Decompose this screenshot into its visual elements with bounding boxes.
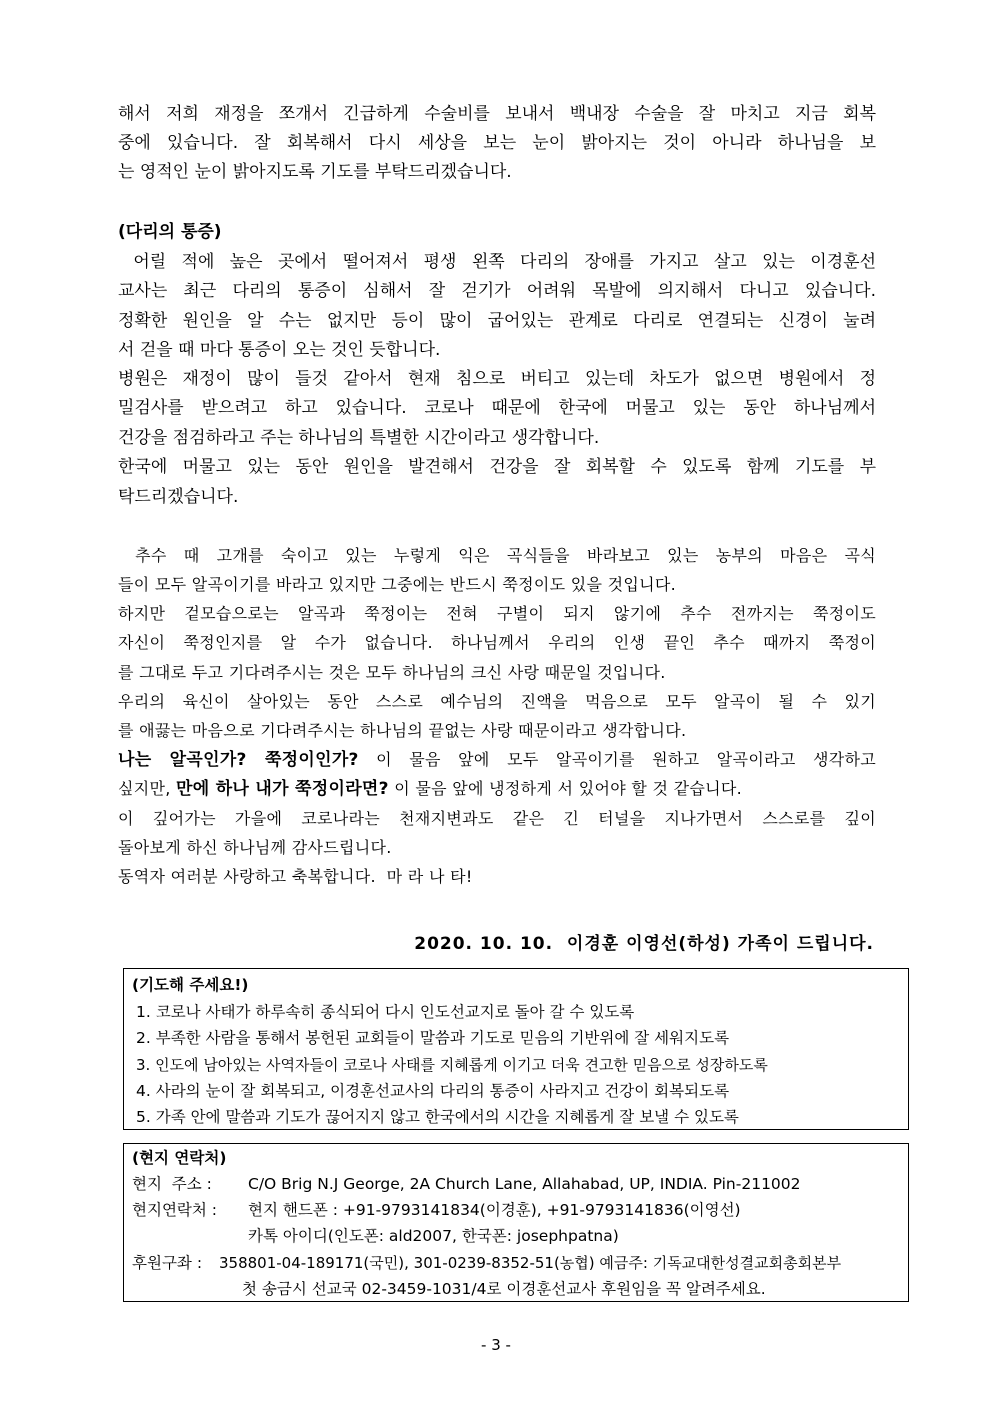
prayer-item: 5. 가족 안에 말씀과 기도가 끊어지지 않고 한국에서의 시간을 지혜롭게 잘 보낼 수 있도록 (136, 1108, 739, 1126)
prayer-item: 2. 부족한 사람을 통해서 봉헌된 교회들이 말씀과 기도로 믿음의 기반위에 잘 세워지도록 (136, 1029, 730, 1047)
box-title: (기도해 주세요!) (132, 976, 249, 994)
text-line: 밀검사를 받으려고 하고 있습니다. 코로나 때문에 한국에 머물고 있는 동안 하나님께서 (118, 398, 876, 418)
account-label: 후원구좌 : (132, 1254, 203, 1272)
phone-value: 현지 핸드폰 : +91-9793141834(이경훈), +91-9793141836(이영선) (248, 1201, 741, 1219)
remittance-notice: 첫 송금시 선교국 02-3459-1031/4로 이경훈선교사 후원임을 꼭 알려주세요. (242, 1280, 766, 1298)
text-line (118, 778, 876, 800)
text-line: 한국에 머물고 있는 동안 원인을 발견해서 건강을 잘 회복할 수 있도록 함께 기도를 부 (118, 457, 876, 477)
text-line: 를 애끓는 마음으로 기다려주시는 하나님의 끝없는 사랑 때문이라고 생각합니다. (118, 721, 687, 740)
text-line: 는 영적인 눈이 밝아지도록 기도를 부탁드리겠습니다. (118, 162, 512, 182)
box-title: (현지 연락처) (132, 1149, 227, 1167)
prayer-item: 4. 사라의 눈이 잘 회복되고, 이경훈선교사의 다리의 통증이 사라지고 건강이 회복되도록 (136, 1082, 730, 1100)
text-line: 교사는 최근 다리의 통증이 심해서 잘 걷기가 어려워 목발에 의지해서 다니고 있습니다. (118, 281, 876, 301)
text-line (118, 749, 876, 771)
text-line: 탁드리겠습니다. (118, 487, 239, 507)
bold-question: 만에 하나 내가 쭉정이라면? (176, 779, 389, 799)
text-line: 들이 모두 알곡이기를 바라고 있지만 그중에는 반드시 쭉정이도 있을 것입니다. (118, 575, 677, 594)
text-line: 어릴 적에 높은 곳에서 떨어져서 평생 왼쪽 다리의 장애를 가지고 살고 있는 이경훈선 (118, 252, 876, 272)
text-line: 추수 때 고개를 숙이고 있는 누렇게 익은 곡식들을 바라보고 있는 농부의 마음은 곡식 (118, 546, 876, 565)
contact-box (123, 1143, 909, 1302)
text-line: 병원은 재정이 많이 들것 같아서 현재 침으로 버티고 있는데 차도가 없으면 병원에서 정 (118, 369, 876, 389)
text-line: 동역자 여러분 사랑하고 축복합니다. 마 라 나 타! (118, 867, 473, 886)
text-line: 자신이 쭉정인지를 알 수가 없습니다. 하나님께서 우리의 인생 끝인 추수 때까지 쭉정이 (118, 633, 876, 652)
signature-line: 2020. 10. 10. 이경훈 이영선(하성) 가족이 드립니다. (414, 934, 874, 954)
address-label: 현지 주소 : (132, 1175, 212, 1193)
page-number: - 3 - (481, 1336, 511, 1354)
text-line: 우리의 육신이 살아있는 동안 스스로 예수님의 진액을 먹음으로 모두 알곡이 될 수 있기 (118, 692, 876, 711)
text-line: 를 그대로 두고 기다려주시는 것은 모두 하나님의 크신 사랑 때문일 것입니다. (118, 663, 666, 682)
text-line: 이 깊어가는 가을에 코로나라는 천재지변과도 같은 긴 터널을 지나가면서 스스로를 깊이 (118, 809, 876, 828)
bold-question: 나는 알곡인가? 쭉정이인가? (118, 750, 359, 770)
text-line: 서 걷을 때 마다 통증이 오는 것인 듯합니다. (118, 340, 441, 360)
text-line: 하지만 겉모습으로는 알곡과 쭉정이는 전혀 구별이 되지 않기에 추수 전까지는 쭉정이도 (118, 604, 876, 623)
kakao-id: 카톡 아이디(인도폰: ald2007, 한국폰: josephpatna) (248, 1227, 619, 1245)
account-value: 358801-04-189171(국민), 301-0239-8352-51(농협) 예금주: 기독교대한성결교회총회본부 (219, 1254, 842, 1272)
prayer-request-box (123, 968, 909, 1130)
text-line: 정확한 원인을 알 수는 없지만 등이 많이 굽어있는 관계로 다리로 연결되는 신경이 눌려 (118, 311, 876, 331)
prayer-item: 1. 코로나 사태가 하루속히 종식되어 다시 인도선교지로 돌아 갈 수 있도록 (136, 1003, 635, 1021)
text-segment: 싶지만, (118, 779, 177, 798)
contact-label: 현지연락처 : (132, 1201, 218, 1219)
prayer-item: 3. 인도에 남아있는 사역자들이 코로나 사태를 지혜롭게 이기고 더욱 견고한 믿음으로 성장하도록 (136, 1056, 768, 1074)
text-line: 건강을 점검하라고 주는 하나님의 특별한 시간이라고 생각합니다. (118, 428, 600, 448)
address-value: C/O Brig N.J George, 2A Church Lane, Allahabad, UP, INDIA. Pin-211002 (248, 1175, 801, 1193)
text-line: 중에 있습니다. 잘 회복해서 다시 세상을 보는 눈이 밝아지는 것이 아니라 하나님을 보 (118, 133, 876, 153)
text-line: 돌아보게 하신 하나님께 감사드립니다. (118, 838, 392, 857)
text-segment: 이 물음 앞에 모두 알곡이기를 원하고 알곡이라고 생각하고 (358, 750, 877, 769)
section-heading: (다리의 통증) (118, 222, 222, 242)
text-line: 해서 저희 재정을 쪼개서 긴급하게 수술비를 보내서 백내장 수술을 잘 마치고 지금 회복 (118, 104, 876, 124)
text-segment: 이 물음 앞에 냉정하게 서 있어야 할 것 같습니다. (388, 779, 743, 798)
